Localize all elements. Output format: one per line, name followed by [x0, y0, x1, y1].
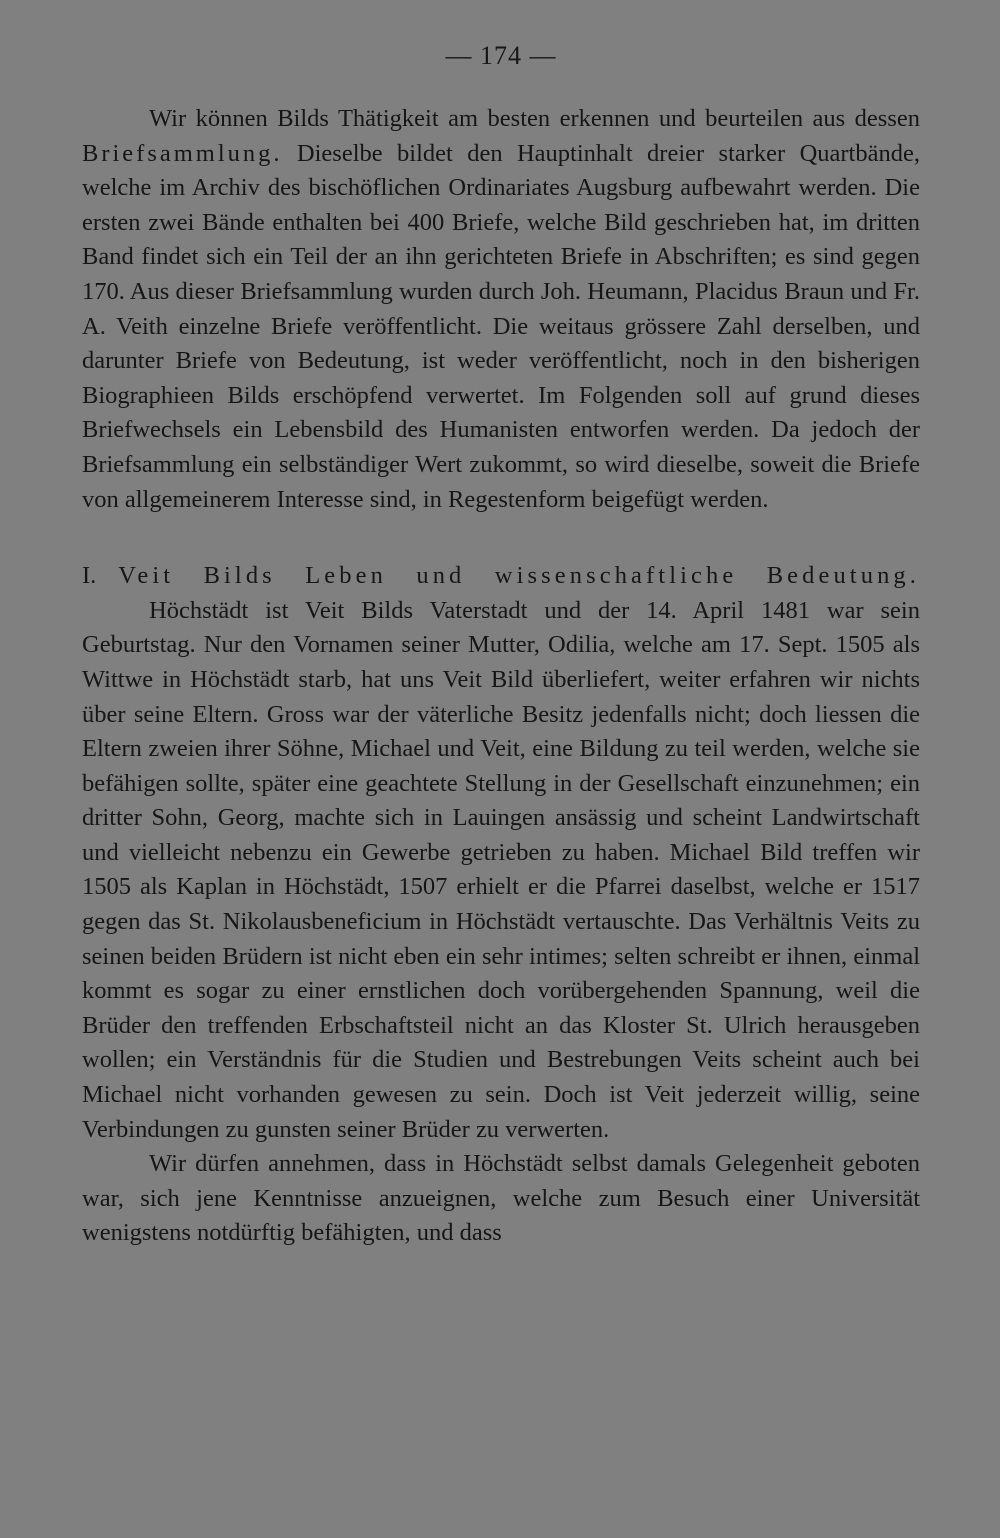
section-title: Veit Bilds Leben und wissenschaftliche Bedeutung.	[118, 562, 920, 590]
intro-text-start: Wir können Bilds Thätigkeit am besten erkennen und beurteilen aus dessen	[149, 105, 920, 132]
intro-emphasis: Briefsammlung.	[82, 139, 283, 167]
intro-paragraph	[82, 102, 920, 517]
document-page	[82, 38, 920, 1251]
body-paragraph-2: Wir dürfen annehmen, dass in Höchstädt selbst damals Gelegenheit geboten war, sich jene Kenntnisse anzueignen, welche zum Besuch einer Universität wenigstens notdürftig befähigten, und dass	[82, 1150, 920, 1247]
page-number: — 174 —	[445, 41, 557, 70]
body-paragraph-1: Höchstädt ist Veit Bilds Vaterstadt und der 14. April 1481 war sein Geburtstag. Nur den Vornamen seiner Mutter, Odilia, welche am 17. Sept. 1505 als Wittwe in Höchstädt starb, hat uns Veit Bild überliefert, weiter erfahren wir nichts über seine Eltern. Gross war der väterliche Besitz jedenfalls nicht; doch liessen die Eltern zweien ihrer Söhne, Michael und Veit, eine Bildung zu teil werden, welche sie befähigen sollte, später eine geachtete Stellung in der Gesellschaft einzunehmen; ein dritter Sohn, Georg, machte sich in Lauingen ansässig und scheint Landwirtschaft und vielleicht nebenzu ein Gewerbe getrieben zu haben. Michael Bild treffen wir 1505 als Kaplan in Höchstädt, 1507 erhielt er die Pfarrei daselbst, welche er 1517 gegen das St. Nikolausbeneficium in Höchstädt vertauschte. Das Verhältnis Veits zu seinen beiden Brüdern ist nicht eben ein sehr intimes; selten schreibt er ihnen, einmal kommt es sogar zu einer ernstlichen doch vorübergehenden Spannung, weil die Brüder den treffenden Erbschaftsteil nicht an das Kloster St. Ulrich herausgeben wollen; ein Verständnis für die Studien und Bestrebungen Veits scheint auch bei Michael nicht vorhanden gewesen zu sein. Doch ist Veit jederzeit willig, seine Verbindungen zu gunsten seiner Brüder zu verwerten.	[82, 596, 920, 1143]
intro-text-end: Dieselbe bildet den Hauptinhalt dreier starker Quartbände, welche im Archiv des bischöflichen Ordinariates Augsburg aufbewahrt werden. Die ersten zwei Bände enthalten bei 400 Briefe, welche Bild geschrieben hat, im dritten Band findet sich ein Teil der an ihn gerichteten Briefe in Abschriften; es sind gegen 170. Aus dieser Briefsammlung wurden durch Joh. Heumann, Placidus Braun und Fr. A. Veith einzelne Briefe veröffentlicht. Die weitaus grössere Zahl derselben, und darunter Briefe von Bedeutung, ist weder veröffentlicht, noch in den bisherigen Biographieen Bilds erschöpfend verwertet. Im Folgenden soll auf grund dieses Briefwechsels ein Lebensbild des Humanisten entworfen werden. Da jedoch der Briefsammlung ein selbständiger Wert zukommt, so wird dieselbe, soweit die Briefe von allgemeinerem Interesse sind, in Regestenform beigefügt werden.	[82, 139, 920, 513]
section-heading	[82, 559, 920, 594]
section-number: I.	[82, 562, 97, 590]
